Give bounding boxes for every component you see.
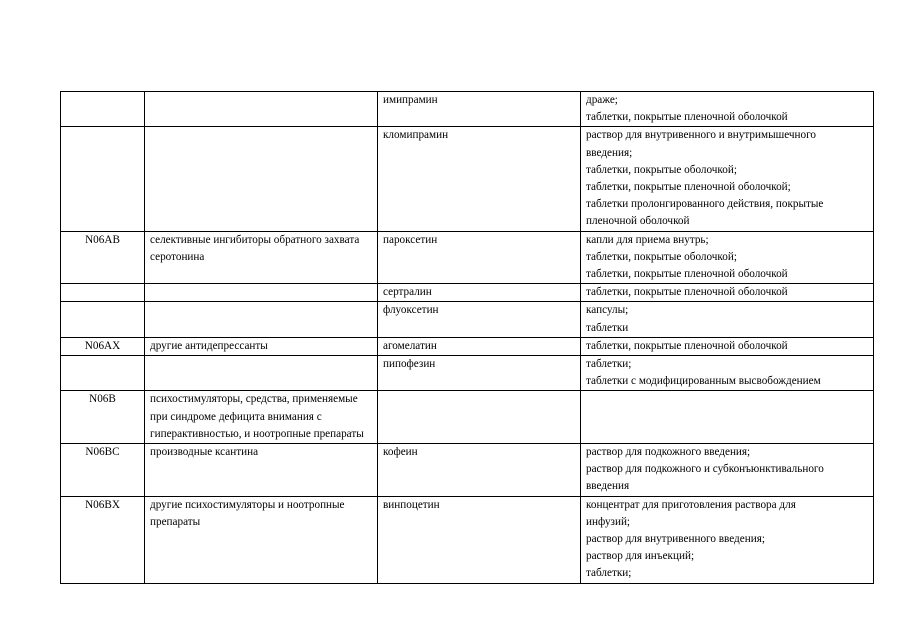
dosage-form-line: таблетки, покрытые пленочной оболочкой xyxy=(586,286,788,299)
dosage-form-line: капсулы; xyxy=(586,304,629,317)
dosage-forms-cell xyxy=(581,127,874,231)
dosage-form-line: таблетки с модифицированным высвобождением xyxy=(586,375,821,388)
dosage-form-line: капли для приема внутрь; xyxy=(586,233,709,246)
drug-name-cell: сертралин xyxy=(378,284,581,302)
drug-name-cell: агомелатин xyxy=(378,337,581,355)
atc-code-cell xyxy=(61,284,145,302)
dosage-forms-cell xyxy=(581,92,874,127)
drug-name-cell: кломипрамин xyxy=(378,127,581,231)
drug-name-cell xyxy=(378,391,581,444)
dosage-form-line: таблетки, покрытые оболочкой; xyxy=(586,163,737,176)
dosage-form-line: инфузий; xyxy=(586,515,631,528)
atc-code-cell xyxy=(61,127,145,231)
drug-group-cell: другие психостимуляторы и ноотропные препараты xyxy=(145,496,378,583)
dosage-form-line: таблетки пролонгированного действия, покрытые xyxy=(586,198,824,211)
drug-table-body xyxy=(61,92,874,584)
dosage-form-line: таблетки xyxy=(586,321,629,334)
dosage-forms-cell xyxy=(581,496,874,583)
dosage-form-line: таблетки; xyxy=(586,567,632,580)
table-row xyxy=(61,337,874,355)
dosage-form-line: раствор для подкожного и субконъюнктивального xyxy=(586,463,824,476)
table-row xyxy=(61,444,874,497)
table-row xyxy=(61,231,874,284)
dosage-form-line: таблетки; xyxy=(586,358,632,371)
table-row xyxy=(61,391,874,444)
atc-code-cell: N06BX xyxy=(61,496,145,583)
atc-code-cell: N06BC xyxy=(61,444,145,497)
drug-group-cell: селективные ингибиторы обратного захвата серотонина xyxy=(145,231,378,284)
drug-name-cell: пипофезин xyxy=(378,356,581,391)
dosage-forms-cell xyxy=(581,337,874,355)
dosage-forms-cell xyxy=(581,284,874,302)
drug-name-cell: винпоцетин xyxy=(378,496,581,583)
atc-code-cell xyxy=(61,92,145,127)
drug-group-cell xyxy=(145,127,378,231)
drug-group-cell xyxy=(145,356,378,391)
table-row xyxy=(61,496,874,583)
atc-code-cell: N06B xyxy=(61,391,145,444)
drug-name-cell: флуоксетин xyxy=(378,302,581,337)
atc-code-cell xyxy=(61,356,145,391)
dosage-forms-cell xyxy=(581,231,874,284)
drug-table xyxy=(60,91,874,584)
table-row xyxy=(61,284,874,302)
dosage-form-line: таблетки, покрытые пленочной оболочкой xyxy=(586,111,788,124)
table-row xyxy=(61,302,874,337)
dosage-forms-cell xyxy=(581,302,874,337)
drug-name-cell: пароксетин xyxy=(378,231,581,284)
drug-group-cell xyxy=(145,92,378,127)
drug-name-cell: имипрамин xyxy=(378,92,581,127)
drug-group-cell: психостимуляторы, средства, применяемые при синдроме дефицита внимания с гиперактивностью, и ноотропные препараты xyxy=(145,391,378,444)
drug-group-cell: другие антидепрессанты xyxy=(145,337,378,355)
table-row xyxy=(61,127,874,231)
dosage-form-line: раствор для внутривенного введения; xyxy=(586,533,765,546)
dosage-form-line: раствор для подкожного введения; xyxy=(586,446,751,459)
dosage-form-line: раствор для инъекций; xyxy=(586,550,695,563)
dosage-form-line: концентрат для приготовления раствора для xyxy=(586,498,796,511)
atc-code-cell: N06AX xyxy=(61,337,145,355)
table-row xyxy=(61,356,874,391)
dosage-forms-cell xyxy=(581,356,874,391)
drug-group-cell xyxy=(145,284,378,302)
atc-code-cell xyxy=(61,302,145,337)
dosage-form-line: пленочной оболочкой xyxy=(586,215,690,228)
dosage-form-line: таблетки, покрытые пленочной оболочкой; xyxy=(586,181,791,194)
dosage-form-line: раствор для внутривенного и внутримышечного xyxy=(586,129,817,142)
document-page xyxy=(60,91,873,584)
dosage-form-line: введения; xyxy=(586,146,633,159)
dosage-form-line: таблетки, покрытые пленочной оболочкой xyxy=(586,339,788,352)
drug-group-cell xyxy=(145,302,378,337)
drug-group-cell: производные ксантина xyxy=(145,444,378,497)
dosage-forms-cell xyxy=(581,391,874,444)
dosage-form-line: таблетки, покрытые пленочной оболочкой xyxy=(586,268,788,281)
drug-name-cell: кофеин xyxy=(378,444,581,497)
dosage-form-line: введения xyxy=(586,480,630,493)
atc-code-cell: N06AB xyxy=(61,231,145,284)
table-row xyxy=(61,92,874,127)
dosage-forms-cell xyxy=(581,444,874,497)
dosage-form-line: драже; xyxy=(586,94,618,106)
dosage-form-line: таблетки, покрытые оболочкой; xyxy=(586,250,737,263)
